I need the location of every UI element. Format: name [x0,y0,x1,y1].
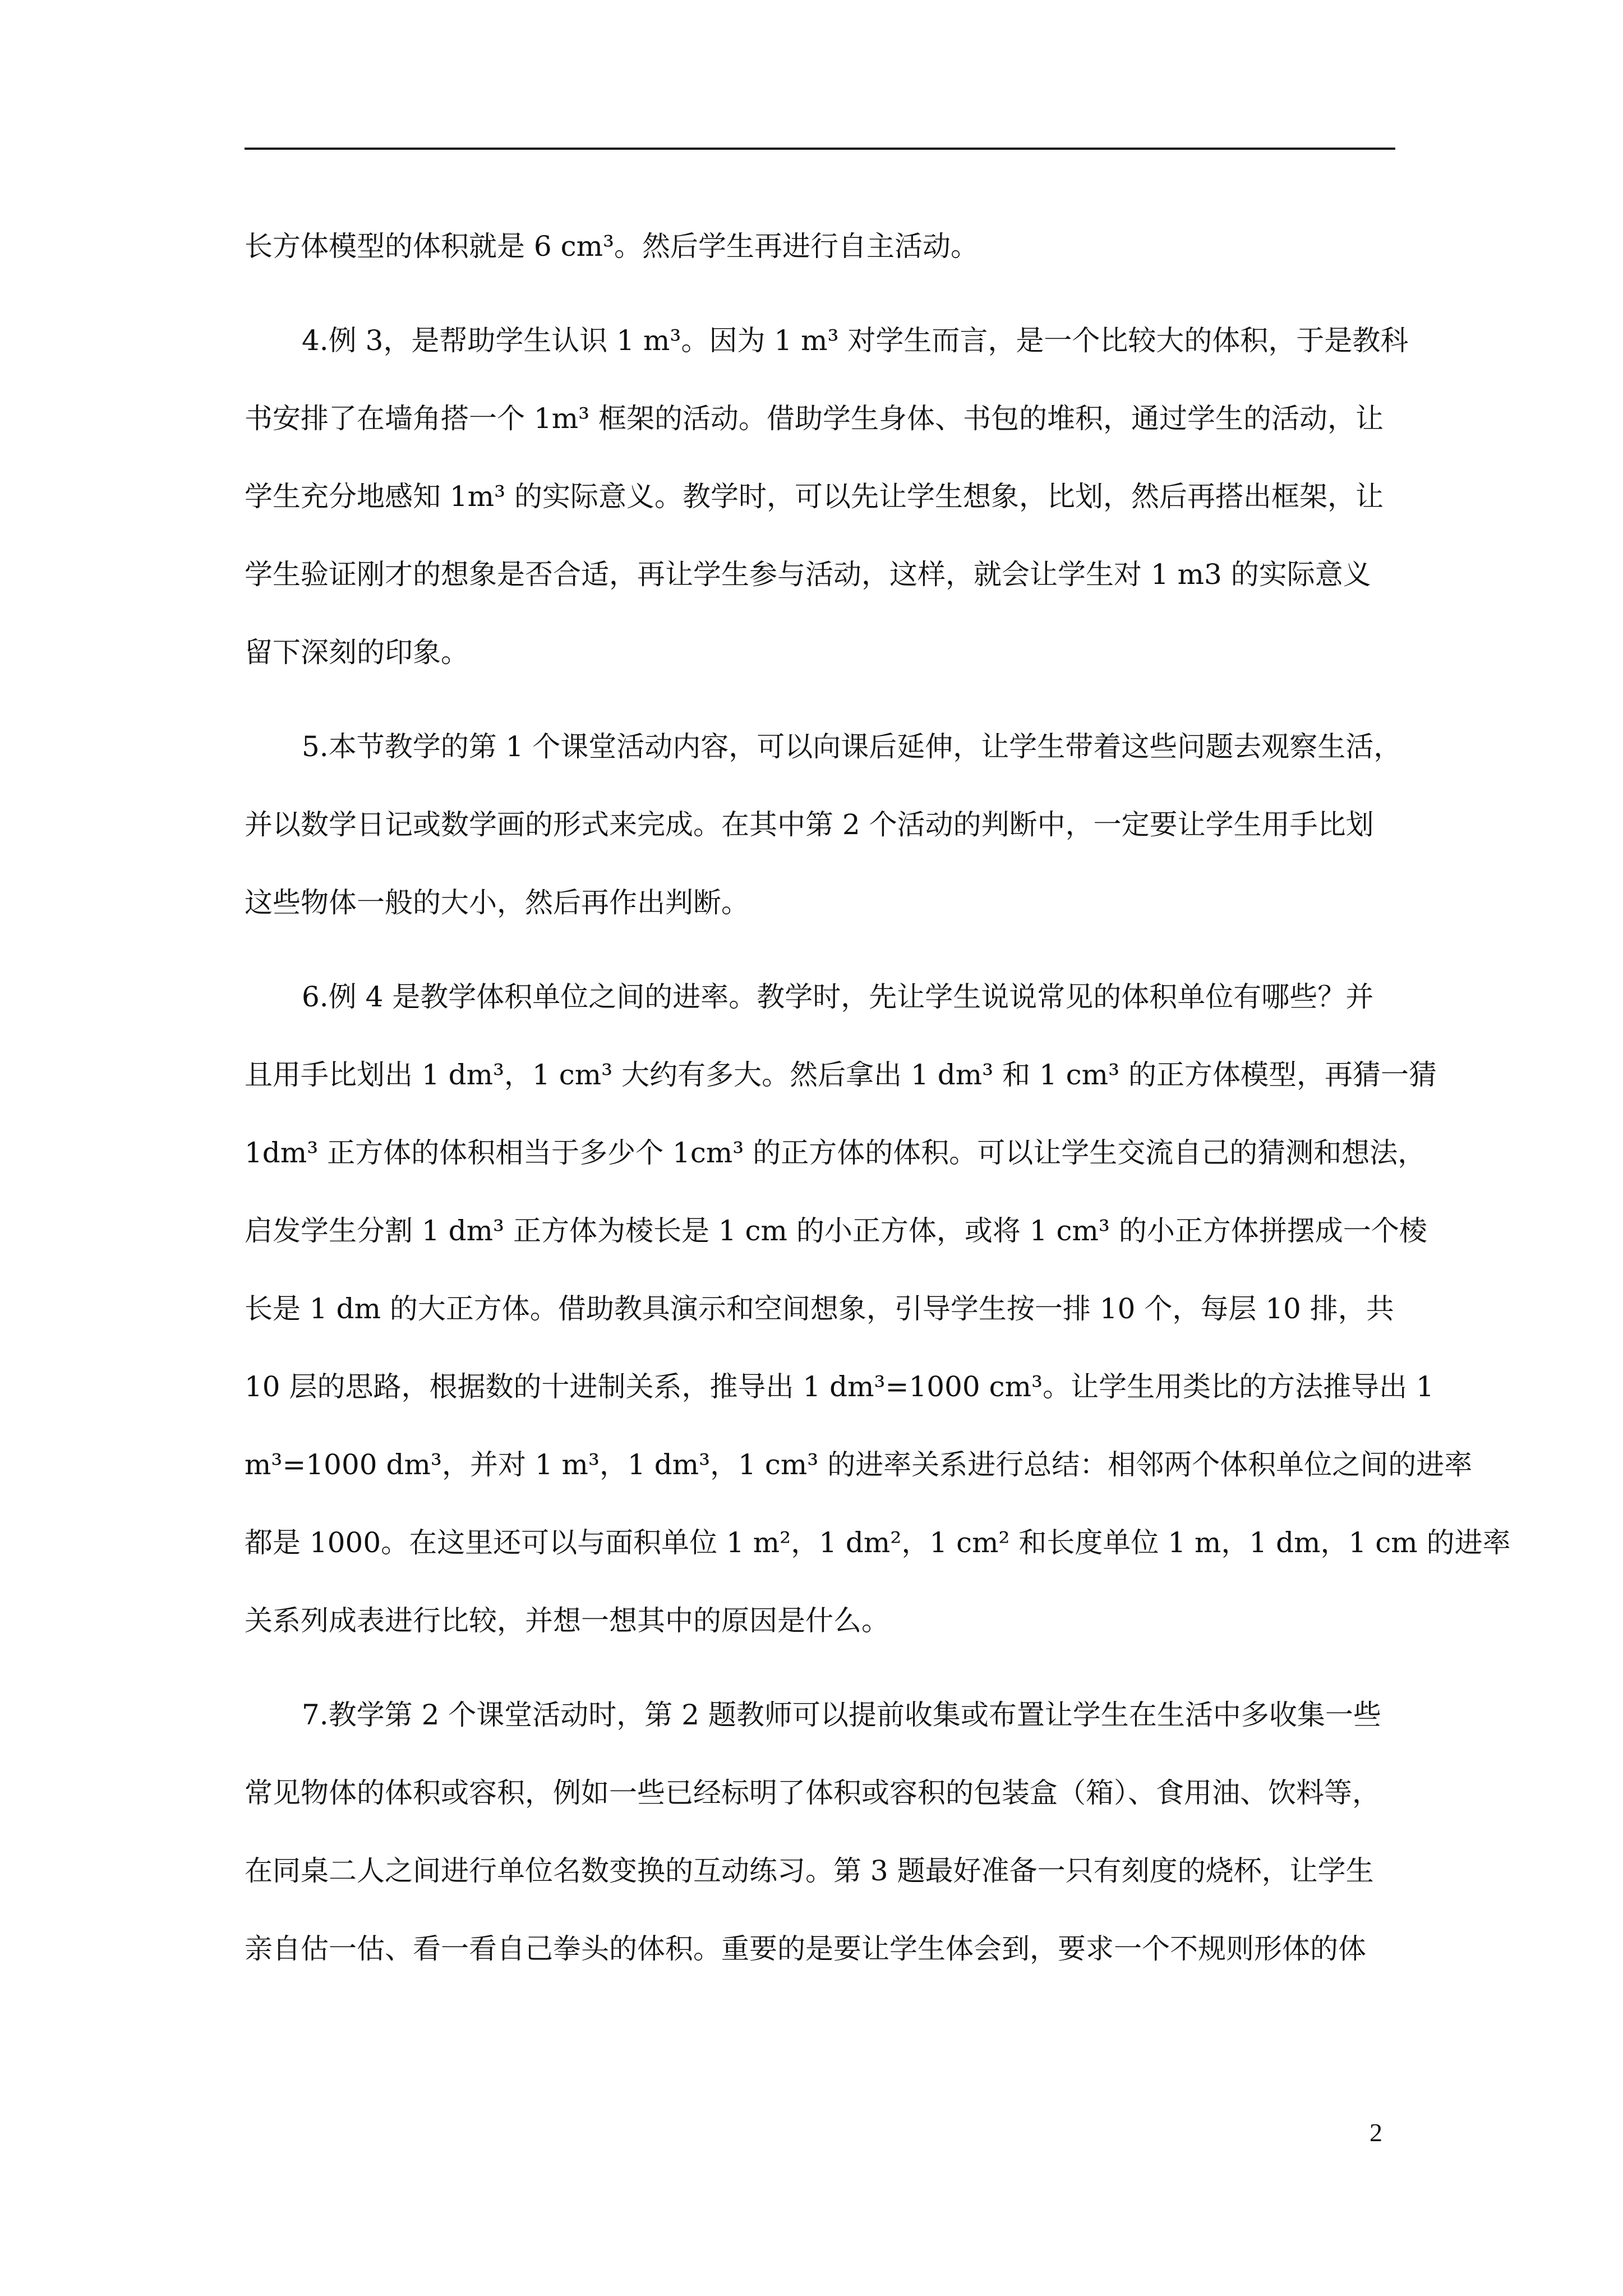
text-line: 都是 1000。在这里还可以与面积单位 1 m²，1 dm²，1 cm² 和长度单位 1 m，1 dm，1 cm 的进率 [245,1526,1511,1559]
text-line: 留下深刻的印象。 [245,636,469,669]
paragraph-gap [245,942,1400,958]
text-line: 长是 1 dm 的大正方体。借助教具演示和空间想象，引导学生按一排 10 个，每层 10 排，共 [245,1292,1394,1325]
text-line: 学生充分地感知 1m³ 的实际意义。教学时，可以先让学生想象，比划，然后再搭出框架，让 [245,480,1384,513]
text-line: 1dm³ 正方体的体积相当于多少个 1cm³ 的正方体的体积。可以让学生交流自己的猜测和想法， [245,1137,1426,1169]
text-line: 学生验证刚才的想象是否合适，再让学生参与活动，这样，就会让学生对 1 m3 的实际意义 [245,558,1371,591]
paragraph-gap [245,1660,1400,1676]
header-rule [245,148,1395,150]
text-line: 并以数学日记或数学画的形式来完成。在其中第 2 个活动的判断中，一定要让学生用手比划 [245,808,1374,841]
text-line: 4.例 3，是帮助学生认识 1 m³。因为 1 m³ 对学生而言，是一个比较大的体积，于是教科 [302,324,1409,357]
text-line: 7.教学第 2 个课堂活动时，第 2 题教师可以提前收集或布置让学生在生活中多收集一些 [302,1699,1381,1731]
text-line: 5.本节教学的第 1 个课堂活动内容，可以向课后延伸，让学生带着这些问题去观察生活， [302,730,1402,763]
paragraph-gap [245,286,1400,302]
text-line: 且用手比划出 1 dm³，1 cm³ 大约有多大。然后拿出 1 dm³ 和 1 cm³ 的正方体模型，再猜一猜 [245,1059,1437,1091]
page-number: 2 [1370,2118,1382,2147]
text-line: 10 层的思路，根据数的十进制关系，推导出 1 dm³=1000 cm³。让学生用类比的方法推导出 1 [245,1370,1434,1403]
text-line: 长方体模型的体积就是 6 cm³。然后学生再进行自主活动。 [245,230,979,263]
text-line: 在同桌二人之间进行单位名数变换的互动练习。第 3 题最好准备一只有刻度的烧杯，让学生 [245,1855,1374,1887]
paragraph-gap [245,692,1400,708]
body-text [245,208,1511,1988]
text-line: 启发学生分割 1 dm³ 正方体为棱长是 1 cm 的小正方体，或将 1 cm³ 的小正方体拼摆成一个棱 [245,1214,1427,1247]
text-line: 关系列成表进行比较，并想一想其中的原因是什么。 [245,1604,889,1637]
text-line: 亲自估一估、看一看自己拳头的体积。重要的是要让学生体会到，要求一个不规则形体的体 [245,1932,1366,1965]
text-line: m³=1000 dm³，并对 1 m³，1 dm³，1 cm³ 的进率关系进行总结：相邻两个体积单位之间的进率 [245,1448,1473,1481]
text-line: 这些物体一般的大小，然后再作出判断。 [245,886,749,919]
text-line: 常见物体的体积或容积，例如一些已经标明了体积或容积的包装盒（箱）、食用油、饮料等， [245,1777,1380,1809]
text-line: 书安排了在墙角搭一个 1m³ 框架的活动。借助学生身体、书包的堆积，通过学生的活动，让 [245,402,1384,435]
text-line: 6.例 4 是教学体积单位之间的进率。教学时，先让学生说说常见的体积单位有哪些？并 [302,981,1374,1013]
